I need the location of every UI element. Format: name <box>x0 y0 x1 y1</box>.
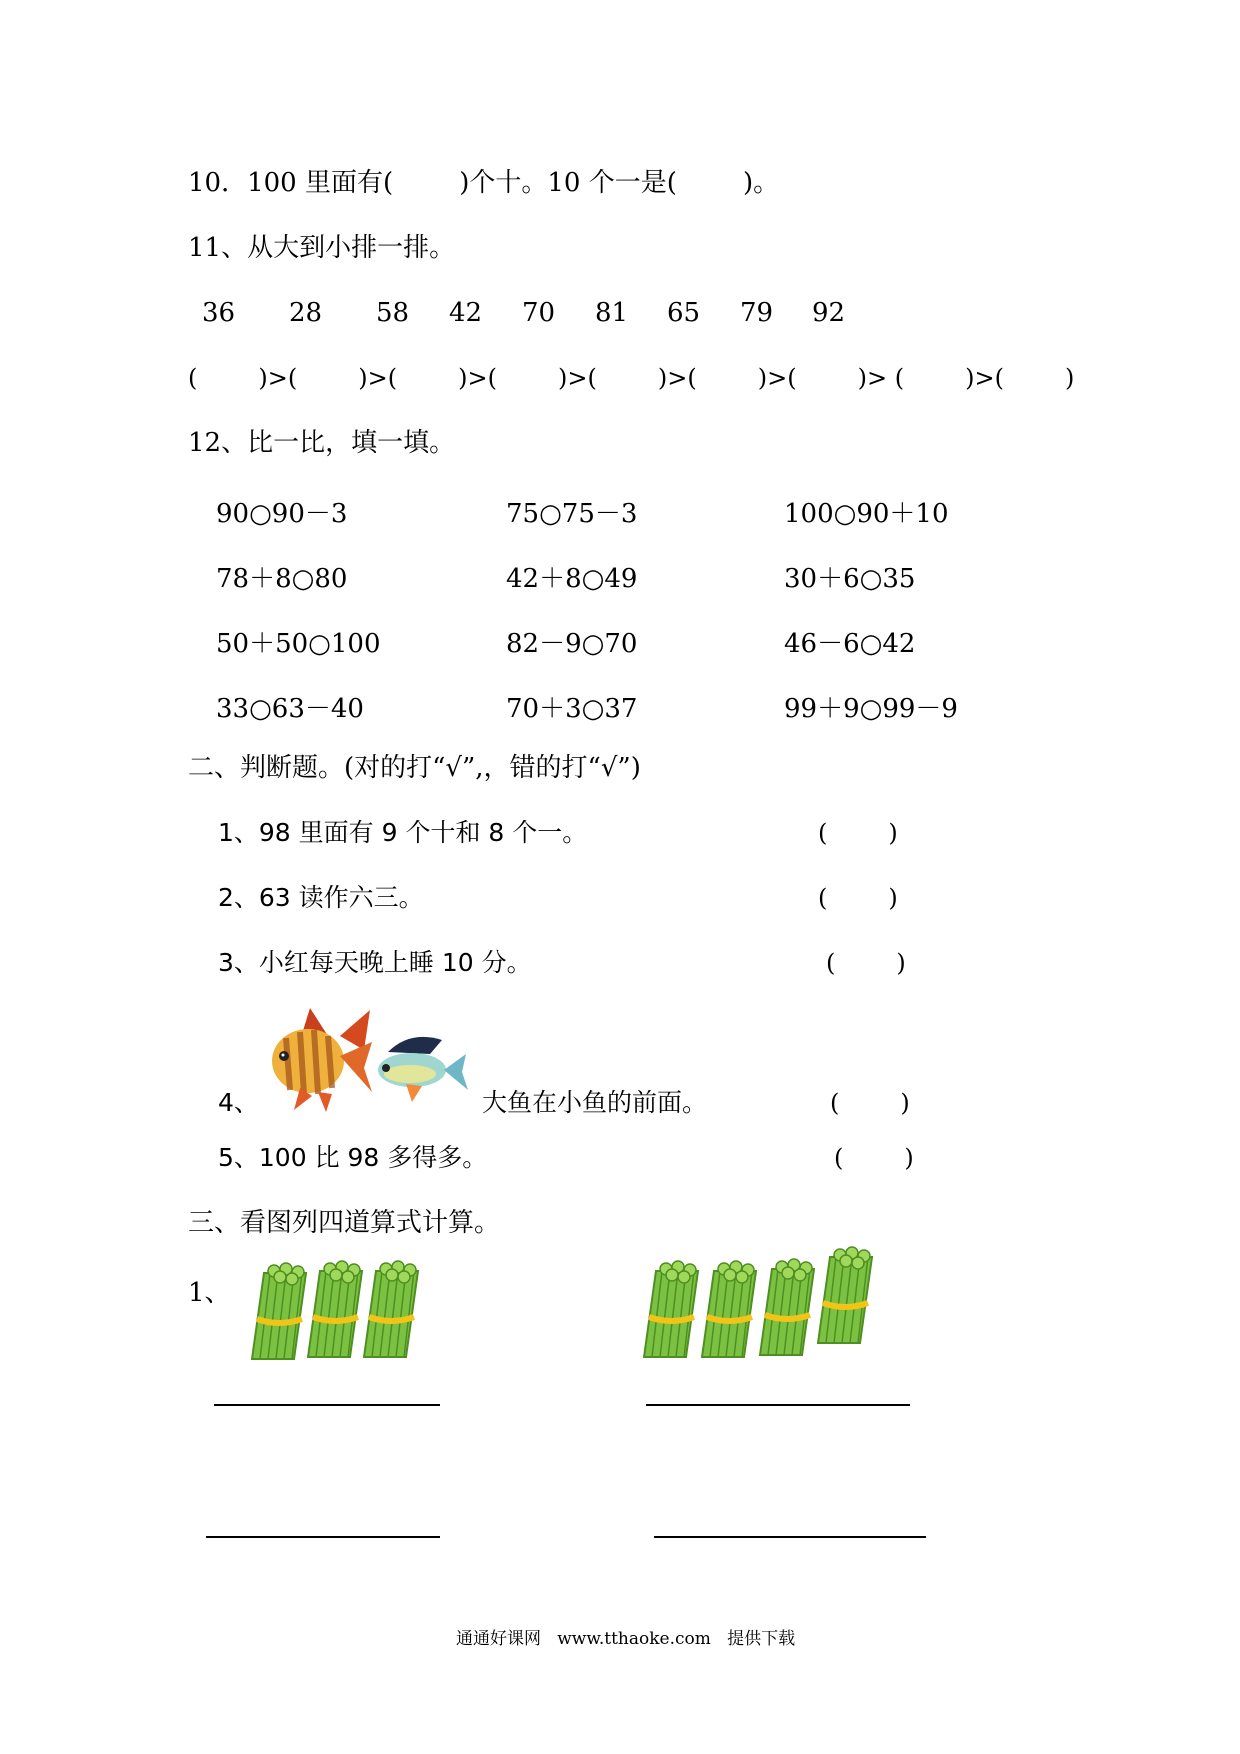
tf-item-2: 2、63 读作六三。 <box>218 883 424 912</box>
compare-item[interactable]: 42＋8○49 <box>506 564 638 594</box>
section2-title: 二、判断题。(对的打“√”,，错的打“√”) <box>188 753 641 783</box>
q11-number: 36 <box>202 298 236 328</box>
tf-answer-3[interactable]: ( ) <box>826 949 906 977</box>
compare-item[interactable]: 46－6○42 <box>784 629 916 659</box>
compare-item[interactable]: 99＋9○99－9 <box>784 694 958 724</box>
tf-item-5: 5、100 比 98 多得多。 <box>218 1143 488 1172</box>
q12-title: 12、比一比，填一填。 <box>188 428 456 458</box>
compare-item[interactable]: 90○90－3 <box>216 499 348 529</box>
stick-bundle-icon <box>760 1259 814 1355</box>
stick-bundle-icon <box>702 1261 756 1357</box>
stick-bundle-icon <box>644 1261 698 1357</box>
compare-item[interactable]: 82－9○70 <box>506 629 638 659</box>
q11-number: 79 <box>740 298 774 328</box>
stick-bundle-icon <box>364 1261 418 1357</box>
small-fish-icon <box>378 1037 468 1102</box>
answer-line[interactable] <box>654 1536 926 1538</box>
stick-bundle-icon <box>308 1261 362 1357</box>
q11-order-blanks[interactable]: ( )>( )>( )>( )>( )>( )>( )> ( )>( ) <box>188 364 1075 392</box>
answer-line[interactable] <box>206 1536 440 1538</box>
tf-answer-2[interactable]: ( ) <box>818 884 898 912</box>
tf-answer-1[interactable]: ( ) <box>818 819 898 847</box>
section3-title: 三、看图列四道算式计算。 <box>188 1208 501 1238</box>
section3-item-1: 1、 <box>188 1278 231 1308</box>
tf-answer-5[interactable]: ( ) <box>834 1144 914 1172</box>
compare-item[interactable]: 70＋3○37 <box>506 694 638 724</box>
tf-answer-4[interactable]: ( ) <box>830 1089 910 1117</box>
q11-number: 28 <box>289 298 323 328</box>
tf-item-4-number: 4、 <box>218 1088 259 1117</box>
stick-bundles-right <box>640 1245 900 1365</box>
compare-item[interactable]: 78＋8○80 <box>216 564 348 594</box>
stick-bundle-icon <box>818 1247 872 1343</box>
compare-item[interactable]: 50＋50○100 <box>216 629 381 659</box>
stick-bundles-left <box>248 1255 448 1365</box>
q11-number: 42 <box>449 298 483 328</box>
q10-text: 10．100 里面有( )个十。10 个一是( )。 <box>188 168 780 198</box>
compare-item[interactable]: 33○63－40 <box>216 694 364 724</box>
compare-item[interactable]: 30＋6○35 <box>784 564 916 594</box>
q11-number: 58 <box>376 298 410 328</box>
big-fish-icon <box>272 1008 372 1112</box>
tf-item-1: 1、98 里面有 9 个十和 8 个一。 <box>218 818 588 847</box>
q11-number: 70 <box>522 298 556 328</box>
q11-number: 65 <box>667 298 701 328</box>
compare-item[interactable]: 100○90＋10 <box>784 499 949 529</box>
tf-item-4: 大鱼在小鱼的前面。 <box>482 1088 708 1117</box>
answer-line[interactable] <box>214 1404 440 1406</box>
q11-number: 92 <box>812 298 846 328</box>
fish-illustration <box>260 996 480 1116</box>
q11-number: 81 <box>595 298 629 328</box>
tf-item-3: 3、小红每天晚上睡 10 分。 <box>218 948 532 977</box>
answer-line[interactable] <box>646 1404 910 1406</box>
stick-bundle-icon <box>252 1263 306 1359</box>
q11-title: 11、从大到小排一排。 <box>188 233 456 263</box>
page-footer: 通通好课网 www.tthaoke.com 提供下载 <box>456 1629 796 1649</box>
compare-item[interactable]: 75○75－3 <box>506 499 638 529</box>
